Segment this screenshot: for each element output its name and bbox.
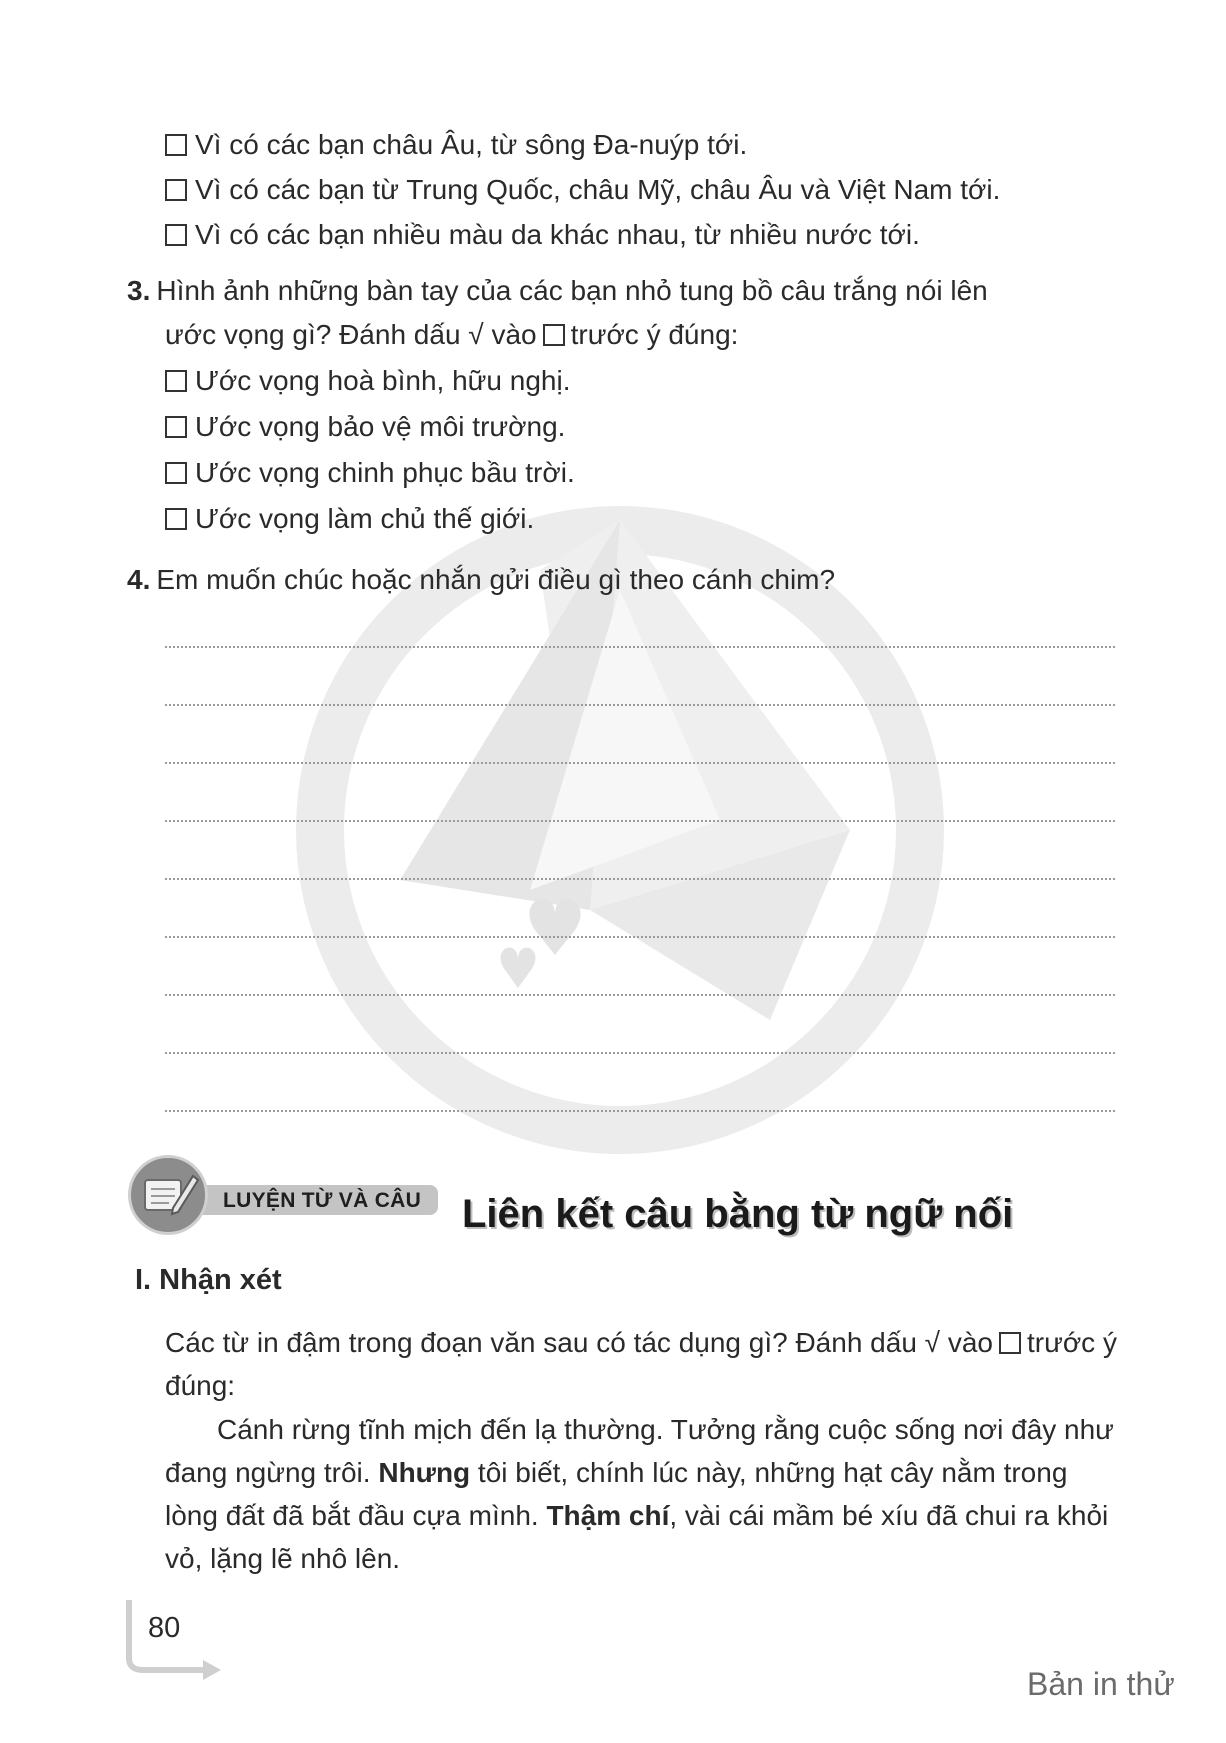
answer-line[interactable] — [165, 994, 1115, 996]
q2-option-3: Vì có các bạn nhiều màu da khác nhau, từ nhiều nước tới. — [165, 218, 920, 252]
checkbox-symbol — [543, 324, 565, 346]
q4-prompt: 4. Em muốn chúc hoặc nhắn gửi điều gì theo cánh chim? — [127, 564, 836, 595]
instruction: Các từ in đậm trong đoạn văn sau có tác dụng gì? Đánh dấu √ vào trước ý đúng: — [165, 1327, 1117, 1401]
q3-prompt-line1: 3. Hình ảnh những bàn tay của các bạn nhỏ tung bồ câu trắng nói lên — [127, 275, 988, 306]
section-banner — [128, 1155, 438, 1235]
checkbox[interactable] — [165, 508, 187, 530]
checkbox[interactable] — [165, 134, 187, 156]
q3-option-3: Ước vọng chinh phục bầu trời. — [165, 456, 575, 490]
checkbox-symbol — [999, 1332, 1021, 1354]
bold-connector: Nhưng — [378, 1457, 471, 1488]
section-label: LUYỆN TỪ VÀ CÂU — [223, 1189, 422, 1212]
page-number: 80 — [148, 1612, 181, 1644]
q3-option-1: Ước vọng hoà bình, hữu nghị. — [165, 364, 570, 398]
q3-prompt-line2: ước vọng gì? Đánh dấu √ vào trước ý đúng: — [165, 319, 739, 350]
q2-option-1: Vì có các bạn châu Âu, từ sông Đa-nuýp tới. — [165, 128, 747, 162]
q3-option-4: Ước vọng làm chủ thế giới. — [165, 502, 534, 536]
q2-option-2: Vì có các bạn từ Trung Quốc, châu Mỹ, châu Âu và Việt Nam tới. — [165, 173, 1000, 207]
notebook-pencil-icon — [131, 1158, 205, 1232]
checkbox[interactable] — [165, 179, 187, 201]
checkbox[interactable] — [165, 370, 187, 392]
question-number: 4. — [127, 564, 151, 595]
part-heading: I. Nhận xét — [135, 1264, 282, 1296]
bold-connector: Thậm chí — [546, 1500, 670, 1531]
answer-line[interactable] — [165, 646, 1115, 648]
watermark-logo — [290, 500, 950, 1160]
checkbox[interactable] — [165, 224, 187, 246]
section-title: Liên kết câu bằng từ ngữ nối — [462, 1192, 1014, 1236]
q3-option-2: Ước vọng bảo vệ môi trường. — [165, 410, 565, 444]
answer-line[interactable] — [165, 820, 1115, 822]
answer-line[interactable] — [165, 1110, 1115, 1112]
passage: Cánh rừng tĩnh mịch đến lạ thường. Tưởng rằng cuộc sống nơi đây như đang ngừng trôi. Nhưng tôi biết, chính lúc này, những hạt cây nằm trong lòng đất đã bắt đầu cựa mình. Thậm chí, vài cái mầm bé xíu đã chui ra khỏi vỏ, lặng lẽ nhô lên. — [165, 1414, 1114, 1574]
checkbox[interactable] — [165, 416, 187, 438]
question-number: 3. — [127, 275, 151, 306]
draft-label: Bản in thử — [1027, 1666, 1175, 1702]
answer-line[interactable] — [165, 1052, 1115, 1054]
checkbox[interactable] — [165, 462, 187, 484]
answer-line[interactable] — [165, 936, 1115, 938]
banner-badge — [128, 1155, 208, 1235]
answer-line[interactable] — [165, 704, 1115, 706]
answer-line[interactable] — [165, 878, 1115, 880]
answer-line[interactable] — [165, 762, 1115, 764]
